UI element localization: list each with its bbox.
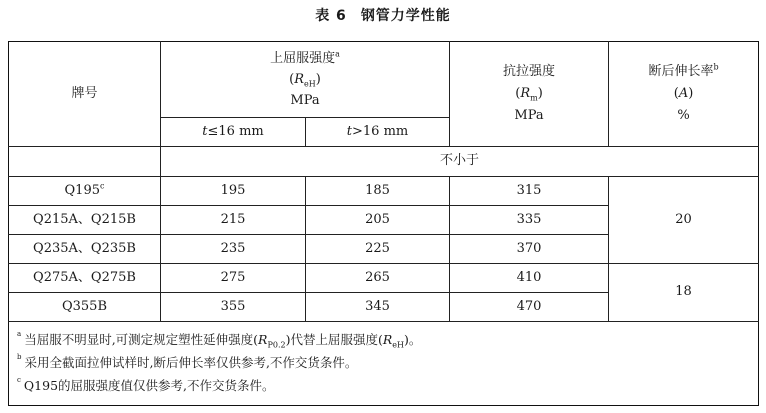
cell-grade: Q215A、Q215B [9,206,161,235]
cell-yield-gt16: 345 [306,293,450,322]
cell-elongation-group1: 20 [609,177,759,264]
cell-grade: Q275A、Q275B [9,264,161,293]
table-title [0,4,766,28]
cell-yield-gt16: 185 [306,177,450,206]
cell-tensile: 470 [450,293,609,322]
header-not-less-than: 不小于 [161,147,759,177]
footnote-c: $^c$ Q195的屈服强度值仅供参考,不作交货条件。 [17,375,275,393]
cell-tensile: 370 [450,235,609,264]
cell-yield-gt16: 205 [306,206,450,235]
cell-grade: Q235A、Q235B [9,235,161,264]
cell-yield-le16: 215 [161,206,306,235]
table-number: 表 6 [315,8,347,24]
footnote-b: $^b$ 采用全截面拉伸试样时,断后伸长率仅供参考,不作交货条件。 [17,352,358,370]
cell-tensile: 315 [450,177,609,206]
table-row [9,177,759,206]
cell-yield-le16: 235 [161,235,306,264]
cell-grade: Q195$^c$ [9,177,161,206]
footnote-a: $^a$ 当屈服不明显时,可测定规定塑性延伸强度$(R_{P0.2})$代替上屈服强度$(R_{eH})$。 [17,329,422,350]
header-thickness-gt16: t>16 mm [306,118,450,147]
cell-elongation-group2: 18 [609,264,759,322]
header-yield-strength: 上屈服强度$^a$ $(R_{eH})$ MPa [161,42,450,118]
header-blank [9,147,161,177]
cell-yield-le16: 275 [161,264,306,293]
header-thickness-le16: t≤16 mm [161,118,306,147]
cell-grade: Q355B [9,293,161,322]
mechanical-properties-table [8,41,759,406]
header-grade: 牌号 [9,42,161,147]
cell-yield-le16: 355 [161,293,306,322]
header-elongation: 断后伸长率$^b$ (A) % [609,42,759,147]
table-row [9,264,759,293]
cell-tensile: 335 [450,206,609,235]
cell-tensile: 410 [450,264,609,293]
cell-yield-gt16: 265 [306,264,450,293]
table-caption: 钢管力学性能 [360,8,451,24]
table-footnotes [9,322,759,406]
cell-yield-le16: 195 [161,177,306,206]
header-tensile-strength: 抗拉强度 $(R_m)$ MPa [450,42,609,147]
cell-yield-gt16: 225 [306,235,450,264]
